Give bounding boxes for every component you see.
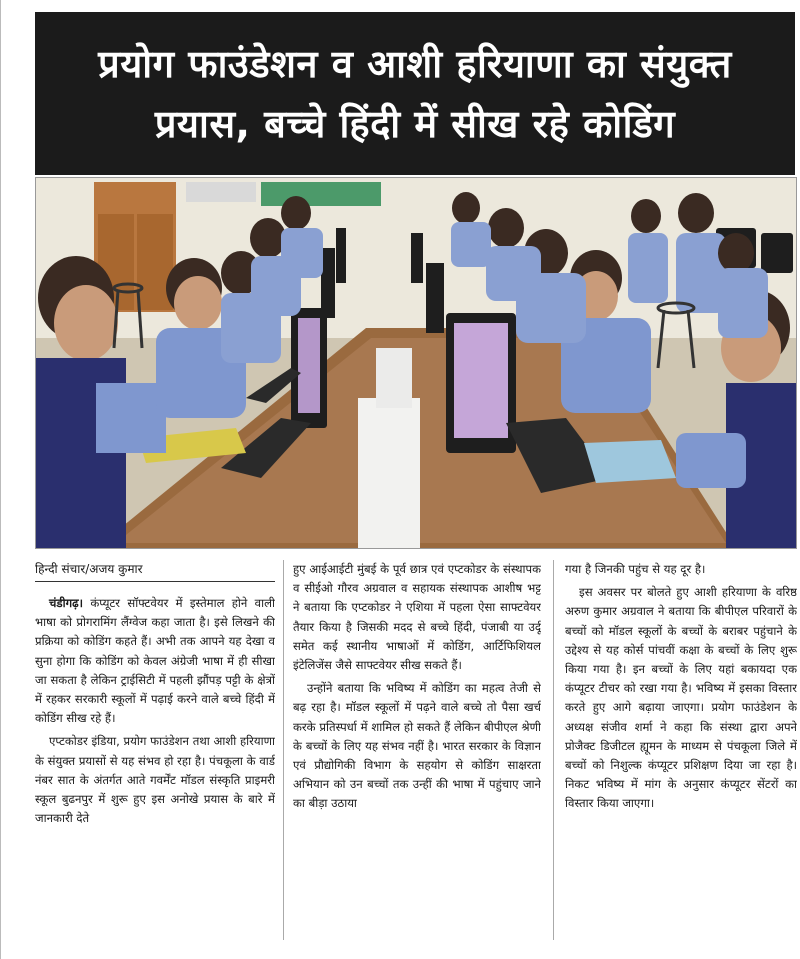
paragraph: एप्टकोडर इंडिया, प्रयोग फाउंडेशन तथा आशी हरियाणा के संयुक्त प्रयासों से यह संभव हो रहा है। पंचकूला के वार्ड नंबर सात के अंतर्गत आते गवर्मेंट मॉडल संस्कृति प्राइमरी स्कूल बुढनपुर में शुरू हुए इस अनोखे प्रयास के बारे में जानकारी देते (35, 734, 275, 826)
headline-banner (35, 12, 795, 175)
paragraph: हुए आईआईटी मुंबई के पूर्व छात्र एवं एप्टकोडर के संस्थापक व सीईओ गौरव अग्रवाल व सहायक संस्थापक आशीष भट्ट ने बताया कि एप्टकोडर ने एशिया में पहला ऐसा साफ्टवेयर तैयार किया है जिसकी मदद से बच्चे हिंदी, पंजाबी या उर्दू समेत कई स्थानीय भाषाओं में कोडिंग, आर्टिफिशियल इंटेलिजेंस जैसे साफ्टवेयर सीख सकते हैं। (293, 562, 541, 673)
article-column-2 (293, 560, 541, 940)
paragraph: उन्होंने बताया कि भविष्य में कोडिंग का महत्व तेजी से बढ़ रहा है। मॉडल स्कूलों में पढ़ने वाले बच्चे तो पैसा खर्च करके प्रतिस्पर्धा में शामिल हो सकते हैं लेकिन बीपीएल श्रेणी के बच्चों के लिए यह संभव नहीं है। भारत सरकार के विज्ञान एवं प्रौद्योगिकी विभाग के सहयोग से कोडिंग साक्षरता अभियान को उन बच्चों तक उन्हीं की भाषा में पहुंचाए जाने का बीड़ा उठाया (293, 681, 541, 811)
headline-line-1: प्रयोग फाउंडेशन व आशी हरियाणा का संयुक्त (98, 41, 732, 86)
column-divider (553, 560, 554, 940)
article-column-1 (35, 560, 275, 940)
paragraph: इस अवसर पर बोलते हुए आशी हरियाणा के वरिष्ठ अरुण कुमार अग्रवाल ने बताया कि बीपीएल परिवारों के बच्चों को मॉडल स्कूलों के बच्चों के बराबर पहुंचाने के उद्देश्य से यह कोर्स पांचवीं कक्षा के बच्चों के लिए शुरू किया गया है। इन बच्चों के लिए यहां बकायदा एक कंप्यूटर टीचर को रखा गया है। भविष्य में इसका विस्तार करते हुए आगे बढ़ाया जाएगा। प्रयोग फाउंडेशन के अध्यक्ष संजीव शर्मा ने कहा कि संस्था द्वारा अपने प्रोजैक्ट डिजीटल ह्यूमन के माध्यम से पंचकूला जिले में बच्चों को निशुल्क कंप्यूटर प्रशिक्षण दिया जा रहा है। निकट भविष्य में मांग के अनुसार कंप्यूटर सेंटरों का विस्तार किया जाएगा। (565, 585, 797, 811)
paragraph: गया है जिनकी पहुंच से यह दूर है। (565, 562, 706, 576)
column-divider (283, 560, 284, 940)
news-photo (35, 177, 797, 549)
article-body (35, 560, 797, 940)
dateline: चंडीगढ़। (49, 596, 84, 610)
classroom-computer-lab-photo (36, 178, 796, 548)
byline: हिन्दी संचार/अजय कुमार (35, 560, 275, 582)
paragraph: चंडीगढ़। कंप्यूटर सॉफ्टवेयर में इस्तेमाल होने वाली भाषा को प्रोगरामिंग लैंग्वेज कहा जाता है। इसे लिखने की प्रक्रिया को कोडिंग कहते हैं। अभी तक आपने यह देखा व सुना होगा कि कोडिंग को केवल अंग्रेजी भाषा में ही सीखा जा सकता है लेकिन ट्राईसिटी में पहली झौंपड़ पट्टी के क्षेत्रों में रहकर सरकारी स्कूलों में पढ़ाई करने वाले बच्चे हिंदी में कोडिंग सीख रहे हैं। (35, 596, 275, 726)
headline-line-2: प्रयास, बच्चे हिंदी में सीख रहे कोडिंग (154, 101, 676, 146)
article-column-3 (565, 560, 797, 940)
